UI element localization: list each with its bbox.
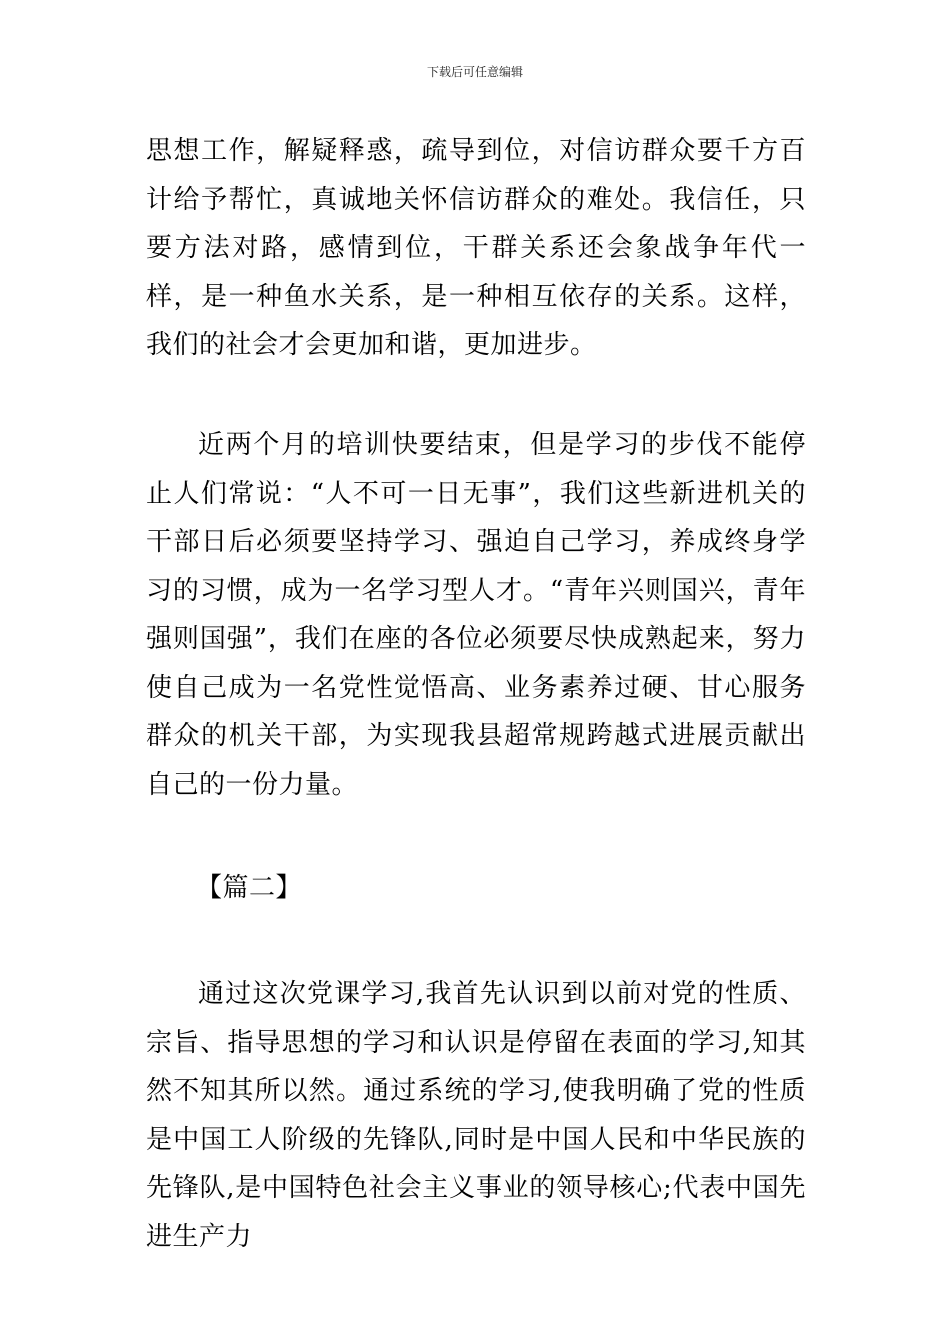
paragraph-1: 思想工作，解疑释惑，疏导到位，对信访群众要千方百计给予帮忙，真诚地关怀信访群众的难处。我信任，只要方法对路，感情到位，干群关系还会象战争年代一样，是一种鱼水关系，是一种相互依存的关系。这样，我们的社会才会更加和谐，更加进步。 [146,136,806,360]
paragraph-2: 近两个月的培训快要结束，但是学习的步伐不能停止人们常说：“人不可一日无事”，我们这些新进机关的干部日后必须要坚持学习、强迫自己学习，养成终身学习的习惯，成为一名学习型人才。“青年兴则国兴，青年强则国强”，我们在座的各位必须要尽快成熟起来，努力使自己成为一名党性觉悟高、业务素养过硬、甘心服务群众的机关干部，为实现我县超常规跨越式进展贡献出自己的一份力量。 [146,430,806,800]
section-heading: 【篇二】 [196,873,303,903]
page-header-note: 下载后可任意编辑 [426,65,523,79]
paragraph-3: 通过这次党课学习,我首先认识到以前对党的性质、宗旨、指导思想的学习和认识是停留在表面的学习,知其然不知其所以然。通过系统的学习,使我明确了党的性质是中国工人阶级的先锋队,同时是中国人民和中华民族的先锋队,是中国特色社会主义事业的领导核心;代表中国先进生产力 [146,979,806,1252]
